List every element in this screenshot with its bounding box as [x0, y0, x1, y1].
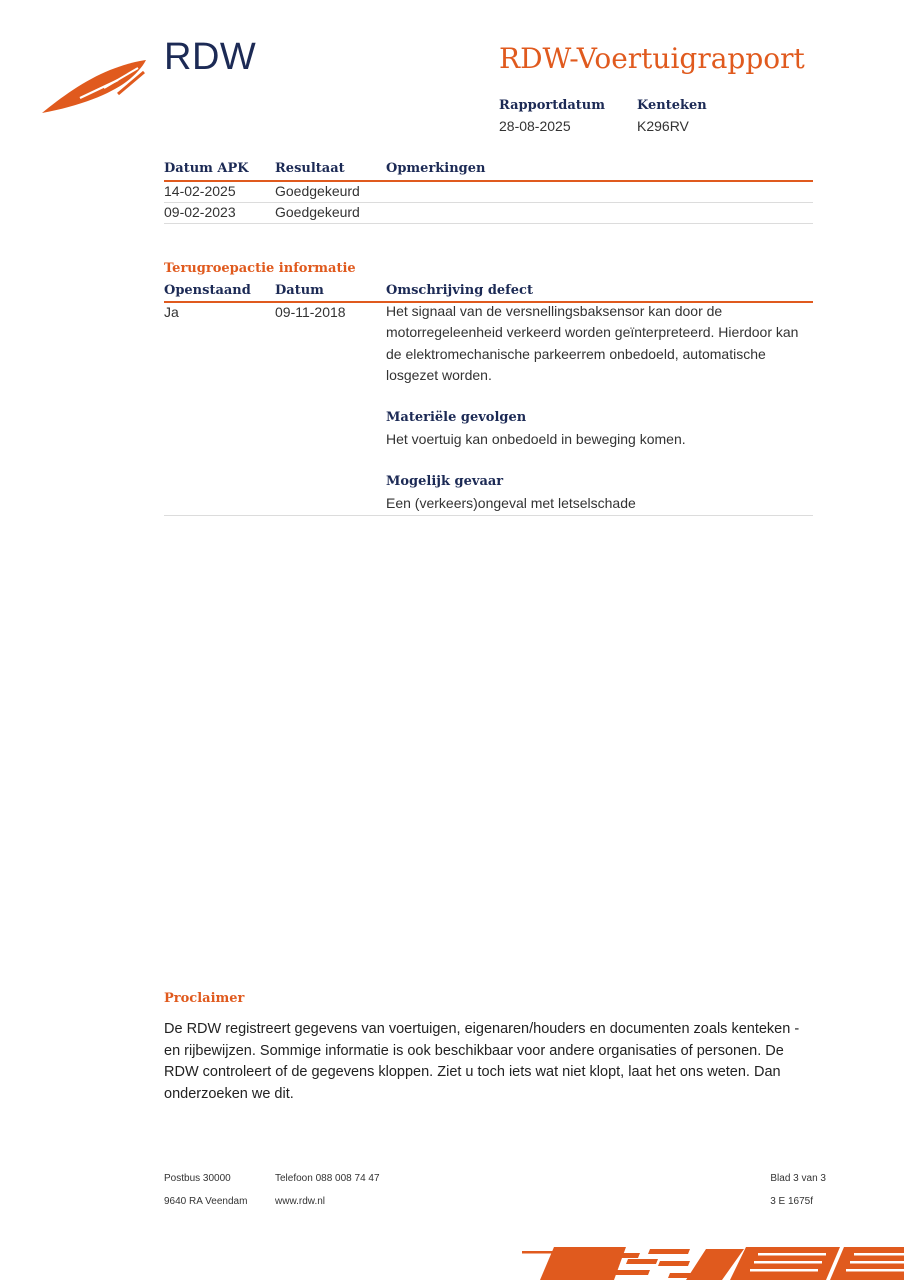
- recall-section-title: Terugroepactie informatie: [164, 261, 356, 276]
- recall-bottom-rule: [164, 515, 813, 516]
- apk-header-datum: Datum APK: [164, 161, 249, 176]
- footer-city: 9640 RA Veendam: [164, 1196, 248, 1207]
- recall-header-datum: Datum: [275, 283, 324, 298]
- apk-row-1-datum: 14-02-2025: [164, 183, 236, 199]
- apk-row-2-datum: 09-02-2023: [164, 204, 236, 220]
- recall-header-openstaand: Openstaand: [164, 283, 251, 298]
- footer-code: 3 E 1675f: [770, 1196, 813, 1207]
- recall-gevolgen-title: Materiële gevolgen: [386, 410, 527, 425]
- apk-header-rule: [164, 180, 813, 182]
- proclaimer-text: De RDW registreert gegevens van voertuigen, eigenaren/houders en documenten zoals kenteken - en rijbewijzen. Sommige informatie is ook beschikbaar voor andere organisaties of personen. De RDW controleert of de gegevens kloppen. Ziet u toch iets wat niet klopt, laat het ons weten. Dan onderzoeken we dit.: [164, 1021, 800, 1102]
- rdw-logo-icon: [40, 58, 150, 116]
- proclaimer-title: Proclaimer: [164, 991, 245, 1006]
- rapportdatum-label: Rapportdatum: [499, 98, 605, 113]
- apk-row-2-resultaat: Goedgekeurd: [275, 204, 360, 220]
- rapportdatum-value: 28-08-2025: [499, 118, 571, 134]
- recall-gevaar-title: Mogelijk gevaar: [386, 474, 504, 489]
- logo-text: RDW: [164, 36, 257, 78]
- apk-row-divider: [164, 202, 813, 203]
- recall-header-omschrijving: Omschrijving defect: [386, 283, 533, 298]
- apk-header-resultaat: Resultaat: [275, 161, 345, 176]
- apk-row-divider: [164, 223, 813, 224]
- decorative-stripes-icon: [510, 1238, 904, 1280]
- footer-page-number: Blad 3 van 3: [770, 1173, 826, 1184]
- apk-row-1-resultaat: Goedgekeurd: [275, 183, 360, 199]
- recall-gevaar-text: Een (verkeers)ongeval met letselschade: [386, 495, 636, 511]
- kenteken-label: Kenteken: [637, 98, 707, 113]
- footer-website[interactable]: www.rdw.nl: [275, 1196, 326, 1207]
- recall-openstaand: Ja: [164, 304, 179, 320]
- recall-datum: 09-11-2018: [275, 304, 346, 320]
- kenteken-value: K296RV: [637, 118, 689, 134]
- apk-header-opmerkingen: Opmerkingen: [386, 161, 486, 176]
- footer-telefoon: Telefoon 088 008 74 47: [275, 1173, 380, 1184]
- recall-gevolgen-text: Het voertuig kan onbedoeld in beweging komen.: [386, 431, 686, 447]
- footer-postbus: Postbus 30000: [164, 1173, 231, 1184]
- report-title: RDW-Voertuigrapport: [499, 42, 805, 75]
- recall-description: Het signaal van de versnellingsbaksensor kan door de motorregeleenheid verkeerd worden geïnterpreteerd. Hierdoor kan de elektromechanische parkeerrem onbedoeld, automatische losgezet worden.: [386, 303, 799, 383]
